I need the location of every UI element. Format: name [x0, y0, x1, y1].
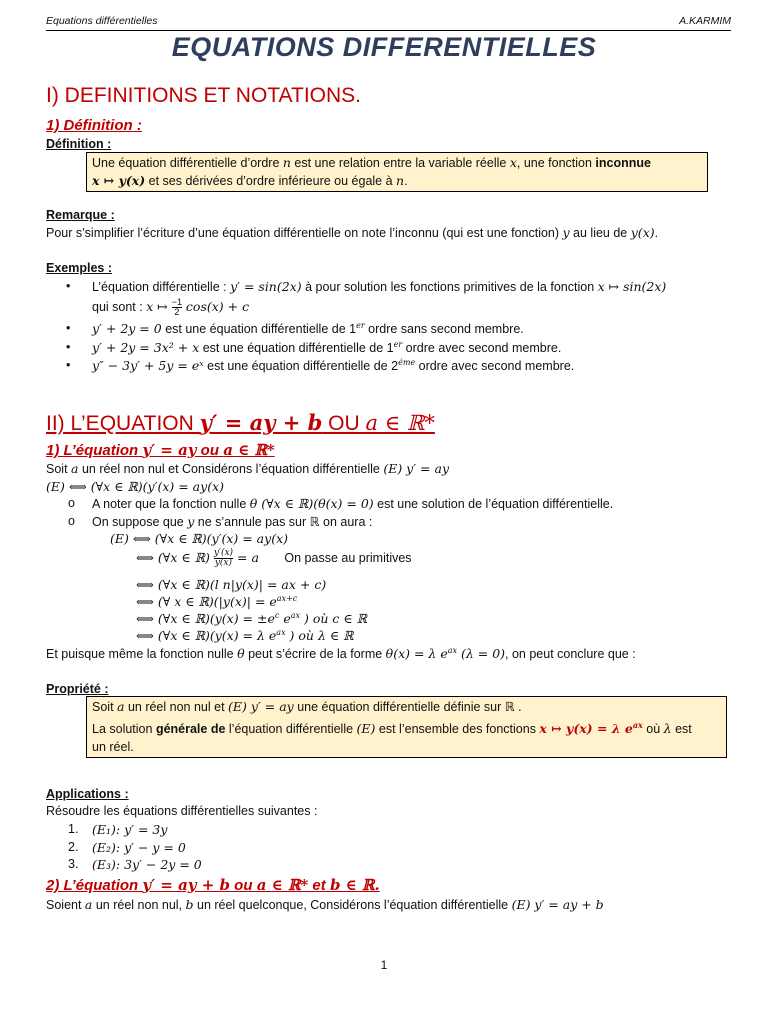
math: a — [84, 897, 93, 912]
text: Pour s’simplifier l’écriture d’une équation différentielle on note l’inconnu (qui est une fonction) — [46, 226, 563, 240]
subsection-1 — [46, 441, 275, 459]
section-2-heading — [46, 410, 435, 436]
math-map: x ↦ y(x) — [92, 173, 146, 188]
definition-box — [86, 152, 708, 192]
math: θ — [237, 646, 245, 662]
def-text: Une équation différentielle d’ordre — [92, 156, 283, 170]
text: II) L’EQUATION — [46, 412, 200, 435]
math: a ∈ ℝ* — [256, 876, 309, 894]
remark-label: Remarque : — [46, 208, 115, 222]
example-3 — [92, 340, 561, 355]
sup: ax — [290, 611, 301, 620]
text: ou — [196, 442, 224, 459]
text: est une équation différentielle de 2 — [203, 359, 399, 374]
text: A noter que la fonction nulle — [92, 497, 250, 511]
note: On passe au primitives — [284, 550, 412, 565]
derivation-step-4 — [136, 594, 297, 609]
math: ⟺ (∀x ∈ ℝ) — [136, 549, 214, 565]
math: ⟺ (∀x ∈ ℝ)(y(x) = λ e — [136, 628, 277, 644]
math: b — [185, 897, 194, 912]
text: qui sont : — [92, 299, 147, 314]
bullet: o — [68, 496, 75, 510]
sup: ax — [447, 646, 457, 655]
sup: ax — [632, 720, 643, 730]
math: ) où λ ∈ ℝ — [285, 628, 354, 644]
text: est une équation différentielle de 1 — [161, 322, 357, 337]
text: est l’ensemble des fonctions — [375, 722, 540, 737]
property-label: Propriété : — [46, 682, 109, 696]
remark-text — [46, 225, 658, 240]
text: une équation différentielle définie sur ℝ . — [293, 700, 522, 714]
math: (E) — [383, 461, 403, 476]
text: ordre sans second membre. — [364, 322, 524, 337]
text: 1) L’équation — [46, 442, 143, 459]
math: y′ = ay + b — [142, 876, 231, 894]
math: (E) — [356, 721, 376, 737]
math: y′ = ay — [246, 699, 294, 714]
text: l’équation différentielle — [225, 722, 357, 737]
sup: ax+c — [276, 594, 298, 603]
page-header — [46, 15, 731, 31]
text: à pour solution les fonctions primitives de la fonction — [301, 280, 598, 294]
def-text: , une fonction — [516, 156, 596, 170]
math: y — [562, 225, 570, 240]
math: x ↦ y(x) = λ e — [539, 721, 633, 737]
derivation-step-3: ⟺ (∀x ∈ ℝ)(l n|y(x)| = ax + c) — [136, 577, 327, 592]
examples-label: Exemples : — [46, 261, 113, 275]
example-1-cont — [92, 298, 249, 317]
subsection-2 — [46, 876, 380, 894]
math: y″ − 3y′ + 5y = eˣ — [92, 358, 204, 374]
text: Soient — [46, 898, 85, 912]
note-nonzero — [92, 514, 372, 529]
math: y′ + 2y = 0 — [92, 321, 162, 337]
text: ou — [230, 877, 257, 894]
text: Et puisque même la fonction nulle — [46, 647, 238, 662]
application-1: (E₁): y′ = 3y — [92, 822, 168, 837]
derivation-step-5 — [136, 611, 367, 626]
text: un réel quelconque, Considérons l’équation différentielle — [193, 898, 512, 912]
page-title: EQUATIONS DIFFERENTIELLES — [171, 32, 597, 62]
text: On suppose que — [92, 515, 188, 529]
math: (λ = 0) — [457, 646, 506, 662]
math: a ∈ ℝ* — [223, 441, 275, 459]
definition-label: Définition : — [46, 137, 112, 151]
math: = a — [233, 549, 259, 565]
last-line — [46, 897, 604, 912]
applications-text: Résoudre les équations différentielles suivantes : — [46, 804, 318, 818]
fraction — [214, 549, 233, 568]
derivation-step-6 — [136, 628, 353, 643]
text: La solution — [92, 722, 156, 737]
text: un réel non nul et — [124, 700, 229, 714]
fraction — [172, 298, 182, 317]
page-number: 1 — [380, 958, 388, 972]
bullet: • — [66, 321, 71, 335]
example-1 — [92, 279, 666, 294]
text: où — [642, 722, 664, 737]
sup: ax — [276, 628, 286, 637]
bold-text: générale de — [155, 722, 226, 737]
numerator: −1 — [171, 297, 182, 307]
text: un réel. — [92, 740, 134, 755]
def-text: est une relation entre la variable réelle — [290, 156, 510, 170]
def-text: . — [404, 174, 408, 188]
bullet: o — [68, 514, 75, 528]
bullet: • — [66, 358, 71, 372]
math: (E) — [228, 699, 247, 714]
numerator: y′(x) — [213, 548, 234, 558]
note-zero-function — [92, 496, 613, 511]
math: ⟺ (∀x ∈ ℝ)(y(x) = ±e — [136, 611, 275, 627]
math: a ∈ ℝ* — [365, 411, 435, 435]
math: θ (∀x ∈ ℝ)(θ(x) = 0) — [249, 496, 374, 511]
text: Soit — [92, 700, 118, 714]
def-text: et ses dérivées d’ordre inférieure ou égale à — [145, 174, 397, 188]
header-left: Equations différentielles — [46, 15, 158, 27]
math: a — [71, 461, 79, 476]
example-4 — [92, 358, 574, 373]
derivation-step-1: (E) ⟺ (∀x ∈ ℝ)(y′(x) = ay(x) — [110, 531, 288, 546]
application-2: (E₂): y′ − y = 0 — [92, 840, 186, 855]
math: λ — [663, 721, 672, 737]
text: est une solution de l’équation différentielle. — [373, 497, 614, 511]
math: y′ + 2y = 3x² + x — [92, 340, 200, 356]
app-num: 1. — [68, 822, 79, 836]
text: au lieu de — [569, 226, 631, 240]
text: est une équation différentielle de 1 — [199, 341, 394, 356]
bullet: • — [66, 340, 71, 354]
header-right: A.KARMIM — [679, 15, 731, 27]
bullet: • — [66, 279, 71, 293]
equivalence-line: (E) ⟺ (∀x ∈ ℝ)(y′(x) = ay(x) — [46, 479, 224, 494]
math-n: n — [282, 155, 291, 170]
text: Soit — [46, 462, 72, 476]
math: e — [279, 611, 291, 627]
math: x ↦ — [146, 298, 172, 314]
math: θ(x) = λ e — [385, 646, 448, 662]
conclusion-line — [46, 646, 636, 661]
example-2 — [92, 321, 524, 336]
math: x ↦ sin(2x) — [597, 279, 667, 294]
math: y′ = ay — [142, 441, 197, 459]
app-num: 2. — [68, 840, 79, 854]
math: y — [187, 514, 195, 529]
def-bold-word: inconnue — [595, 156, 651, 170]
text: , on peut conclure que : — [505, 647, 636, 662]
math: ) où c ∈ ℝ — [300, 611, 367, 627]
math: y(x) — [630, 225, 655, 240]
property-box — [86, 696, 727, 758]
application-3: (E₃): 3y′ − 2y = 0 — [92, 857, 202, 872]
sup: er — [356, 321, 365, 330]
text: . — [654, 226, 659, 240]
text: OU — [322, 412, 366, 435]
math: y′ = sin(2x) — [230, 279, 302, 294]
sup: c — [274, 611, 280, 620]
math: y′ = ay + b — [199, 410, 323, 435]
math: a — [117, 699, 125, 714]
math: ⟺ (∀ x ∈ ℝ)(|y(x)| = e — [136, 594, 277, 610]
section-1-heading: I) DEFINITIONS ET NOTATIONS. — [46, 84, 362, 107]
text: 2) L’équation — [46, 877, 143, 894]
app-num: 3. — [68, 857, 79, 871]
intro-line — [46, 461, 449, 476]
denominator: y(x) — [214, 558, 233, 568]
subsection-definition: 1) Définition : — [46, 117, 142, 134]
text: ne s’annule pas sur ℝ on aura : — [194, 515, 373, 529]
sup: er — [393, 340, 403, 349]
text: un réel non nul et Considérons l’équation différentielle — [78, 462, 384, 476]
text: et — [308, 877, 330, 894]
text: un réel non nul, — [92, 898, 186, 912]
text: L’équation différentielle : — [92, 280, 231, 294]
math: cos(x) + c — [181, 298, 250, 314]
text: ordre avec second membre. — [415, 359, 575, 374]
math: y′ = ay — [402, 461, 450, 476]
math-x: x — [509, 155, 517, 170]
applications-label: Applications : — [46, 787, 129, 801]
text: peut s’écrire de la forme — [244, 647, 386, 662]
text: ordre avec second membre. — [402, 341, 562, 356]
derivation-step-2 — [136, 549, 412, 568]
math: (E) — [511, 897, 531, 912]
denominator: 2 — [174, 307, 180, 317]
math: b ∈ ℝ. — [329, 876, 380, 894]
text: est — [671, 722, 692, 737]
math: y′ = ay + b — [530, 897, 604, 912]
math-n: n — [396, 173, 405, 188]
sup: éme — [398, 358, 416, 367]
